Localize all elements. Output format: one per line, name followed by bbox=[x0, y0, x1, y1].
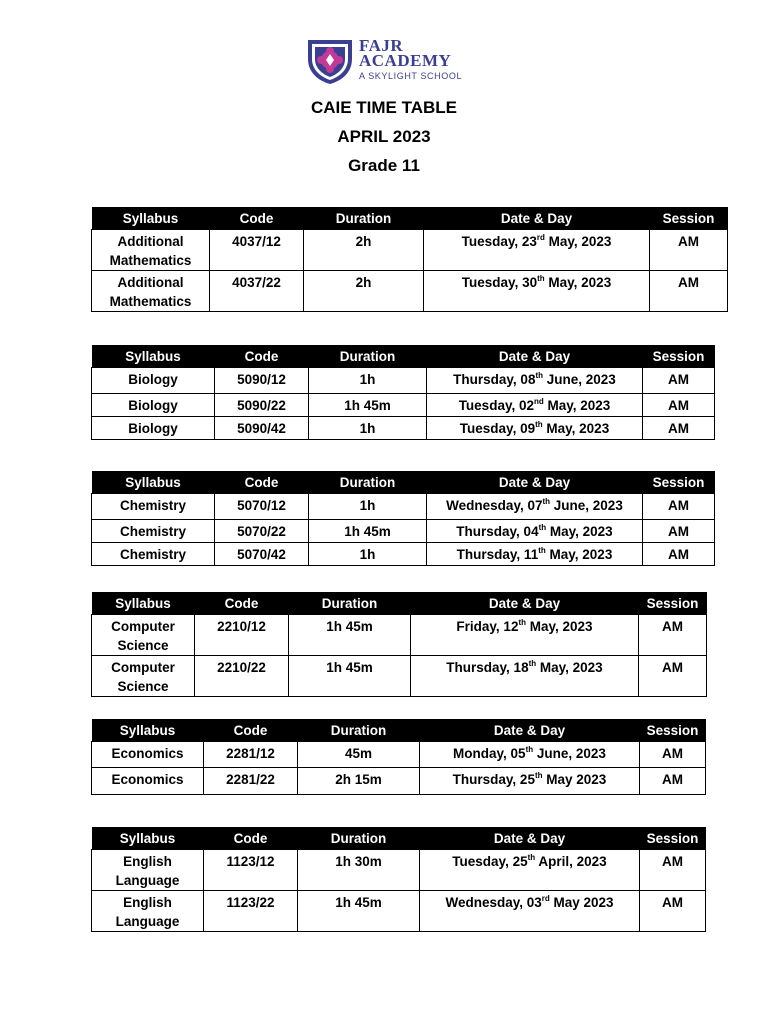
cell-session: AM bbox=[650, 271, 728, 312]
cell-duration: 1h 30m bbox=[298, 850, 420, 891]
cell-date bbox=[420, 768, 640, 795]
cell-syllabus: English Language bbox=[92, 891, 204, 932]
cell-session: AM bbox=[643, 368, 715, 394]
column-header-code: Code bbox=[204, 827, 298, 850]
cell-date bbox=[420, 742, 640, 768]
column-header-code: Code bbox=[215, 471, 309, 494]
date-month-year: May, 2023 bbox=[545, 547, 613, 562]
table-row bbox=[92, 368, 715, 394]
date-day: Tuesday, 09 bbox=[459, 421, 536, 436]
table-row bbox=[92, 520, 715, 543]
cell-code: 1123/12 bbox=[204, 850, 298, 891]
date-ordinal-suffix: th bbox=[534, 771, 543, 780]
cell-code: 4037/22 bbox=[210, 271, 304, 312]
cell-code: 4037/12 bbox=[210, 230, 304, 271]
date-month-year: May 2023 bbox=[542, 772, 607, 787]
column-header-session: Session bbox=[643, 471, 715, 494]
logo-name-line1: FAJR bbox=[359, 36, 404, 55]
date-ordinal-suffix: th bbox=[528, 659, 537, 668]
timetable-3 bbox=[91, 471, 715, 566]
table-row bbox=[92, 543, 715, 566]
column-header-session: Session bbox=[643, 345, 715, 368]
table-row bbox=[92, 615, 707, 656]
cell-syllabus: English Language bbox=[92, 850, 204, 891]
cell-syllabus: Biology bbox=[92, 417, 215, 440]
date-month-year: April, 2023 bbox=[535, 854, 607, 869]
cell-duration: 1h bbox=[309, 417, 427, 440]
date-day: Friday, 12 bbox=[456, 619, 519, 634]
date-day: Thursday, 25 bbox=[452, 772, 535, 787]
cell-date bbox=[424, 230, 650, 271]
cell-session: AM bbox=[639, 615, 707, 656]
date-day: Monday, 05 bbox=[453, 746, 526, 761]
column-header-session: Session bbox=[650, 207, 728, 230]
cell-syllabus: Economics bbox=[92, 768, 204, 795]
page-month: APRIL 2023 bbox=[337, 127, 431, 146]
cell-session: AM bbox=[640, 742, 706, 768]
cell-syllabus: Additional Mathematics bbox=[92, 271, 210, 312]
column-header-syllabus: Syllabus bbox=[92, 471, 215, 494]
cell-duration: 1h 45m bbox=[289, 615, 411, 656]
cell-duration: 1h bbox=[309, 543, 427, 566]
table-row bbox=[92, 656, 707, 697]
date-ordinal-suffix: th bbox=[527, 853, 536, 862]
cell-code: 5070/12 bbox=[215, 494, 309, 520]
date-month-year: June, 2023 bbox=[533, 746, 606, 761]
column-header-duration: Duration bbox=[289, 592, 411, 615]
column-header-date: Date & Day bbox=[420, 827, 640, 850]
cell-syllabus: Computer Science bbox=[92, 656, 195, 697]
cell-code: 2210/12 bbox=[195, 615, 289, 656]
logo-name-line2: ACADEMY bbox=[359, 51, 452, 70]
cell-code: 1123/22 bbox=[204, 891, 298, 932]
cell-session: AM bbox=[643, 494, 715, 520]
date-ordinal-suffix: rd bbox=[541, 894, 550, 903]
table-header-row bbox=[92, 345, 715, 368]
column-header-date: Date & Day bbox=[427, 471, 643, 494]
cell-code: 2281/12 bbox=[204, 742, 298, 768]
cell-session: AM bbox=[640, 850, 706, 891]
cell-session: AM bbox=[643, 520, 715, 543]
column-header-date: Date & Day bbox=[424, 207, 650, 230]
cell-code: 5070/42 bbox=[215, 543, 309, 566]
column-header-syllabus: Syllabus bbox=[92, 592, 195, 615]
column-header-syllabus: Syllabus bbox=[92, 827, 204, 850]
cell-duration: 2h 15m bbox=[298, 768, 420, 795]
column-header-date: Date & Day bbox=[427, 345, 643, 368]
cell-date bbox=[427, 368, 643, 394]
column-header-date: Date & Day bbox=[420, 719, 640, 742]
column-header-date: Date & Day bbox=[411, 592, 639, 615]
cell-date bbox=[427, 494, 643, 520]
column-header-duration: Duration bbox=[298, 719, 420, 742]
date-day: Wednesday, 03 bbox=[445, 895, 542, 910]
cell-date bbox=[427, 417, 643, 440]
column-header-session: Session bbox=[640, 719, 706, 742]
date-day: Thursday, 18 bbox=[446, 660, 529, 675]
cell-syllabus: Biology bbox=[92, 394, 215, 417]
date-month-year: May, 2023 bbox=[542, 421, 610, 436]
column-header-duration: Duration bbox=[304, 207, 424, 230]
table-row bbox=[92, 230, 728, 271]
date-ordinal-suffix: th bbox=[537, 274, 545, 283]
cell-date bbox=[427, 543, 643, 566]
table-row bbox=[92, 494, 715, 520]
date-month-year: June, 2023 bbox=[550, 498, 623, 513]
table-header-row bbox=[92, 592, 707, 615]
cell-code: 2210/22 bbox=[195, 656, 289, 697]
date-ordinal-suffix: th bbox=[518, 618, 527, 627]
date-ordinal-suffix: th bbox=[525, 745, 534, 754]
page-title: CAIE TIME TABLE bbox=[310, 98, 458, 117]
cell-date bbox=[427, 520, 643, 543]
date-ordinal-suffix: th bbox=[538, 546, 546, 555]
column-header-code: Code bbox=[195, 592, 289, 615]
table-header-row bbox=[92, 827, 706, 850]
cell-date bbox=[424, 271, 650, 312]
page-grade: Grade 11 bbox=[348, 156, 420, 175]
timetable-6 bbox=[91, 827, 706, 932]
cell-syllabus: Chemistry bbox=[92, 520, 215, 543]
table-row bbox=[92, 417, 715, 440]
cell-duration: 1h 45m bbox=[298, 891, 420, 932]
date-month-year: May, 2023 bbox=[546, 524, 613, 539]
cell-session: AM bbox=[639, 656, 707, 697]
timetable-5 bbox=[91, 719, 706, 795]
date-ordinal-suffix: th bbox=[538, 523, 547, 532]
table-row bbox=[92, 850, 706, 891]
cell-session: AM bbox=[640, 768, 706, 795]
table-header-row bbox=[92, 719, 706, 742]
timetable-1 bbox=[91, 207, 728, 312]
cell-syllabus: Economics bbox=[92, 742, 204, 768]
column-header-session: Session bbox=[640, 827, 706, 850]
date-month-year: May, 2023 bbox=[536, 660, 603, 675]
column-header-duration: Duration bbox=[309, 345, 427, 368]
cell-session: AM bbox=[643, 417, 715, 440]
cell-code: 5090/12 bbox=[215, 368, 309, 394]
column-header-syllabus: Syllabus bbox=[92, 719, 204, 742]
academy-crest-icon bbox=[305, 37, 355, 85]
column-header-duration: Duration bbox=[298, 827, 420, 850]
cell-code: 5070/22 bbox=[215, 520, 309, 543]
date-day: Wednesday, 07 bbox=[446, 498, 543, 513]
date-ordinal-suffix: th bbox=[535, 371, 544, 380]
cell-syllabus: Chemistry bbox=[92, 543, 215, 566]
cell-syllabus: Additional Mathematics bbox=[92, 230, 210, 271]
column-header-code: Code bbox=[215, 345, 309, 368]
table-row bbox=[92, 394, 715, 417]
date-day: Thursday, 08 bbox=[453, 372, 536, 387]
cell-date bbox=[420, 891, 640, 932]
timetable-4 bbox=[91, 592, 707, 697]
column-header-code: Code bbox=[204, 719, 298, 742]
school-logo bbox=[305, 37, 470, 85]
date-ordinal-suffix: th bbox=[535, 420, 543, 429]
cell-code: 5090/42 bbox=[215, 417, 309, 440]
date-month-year: May, 2023 bbox=[544, 234, 612, 249]
cell-session: AM bbox=[643, 394, 715, 417]
column-header-duration: Duration bbox=[309, 471, 427, 494]
cell-syllabus: Computer Science bbox=[92, 615, 195, 656]
cell-session: AM bbox=[640, 891, 706, 932]
cell-session: AM bbox=[643, 543, 715, 566]
date-month-year: May, 2023 bbox=[544, 275, 612, 290]
cell-date bbox=[427, 394, 643, 417]
cell-date bbox=[420, 850, 640, 891]
date-month-year: June, 2023 bbox=[543, 372, 616, 387]
timetable-2 bbox=[91, 345, 715, 440]
cell-syllabus: Chemistry bbox=[92, 494, 215, 520]
date-day: Tuesday, 02 bbox=[458, 398, 534, 413]
cell-duration: 1h 45m bbox=[309, 520, 427, 543]
table-row bbox=[92, 891, 706, 932]
date-month-year: May, 2023 bbox=[543, 398, 611, 413]
date-month-year: May 2023 bbox=[549, 895, 614, 910]
column-header-syllabus: Syllabus bbox=[92, 345, 215, 368]
date-day: Tuesday, 23 bbox=[461, 234, 537, 249]
date-ordinal-suffix: nd bbox=[533, 397, 544, 406]
cell-date bbox=[411, 656, 639, 697]
column-header-code: Code bbox=[210, 207, 304, 230]
table-row bbox=[92, 742, 706, 768]
column-header-session: Session bbox=[639, 592, 707, 615]
column-header-syllabus: Syllabus bbox=[92, 207, 210, 230]
cell-date bbox=[411, 615, 639, 656]
date-month-year: May, 2023 bbox=[526, 619, 593, 634]
cell-duration: 1h bbox=[309, 368, 427, 394]
date-ordinal-suffix: rd bbox=[536, 233, 545, 242]
cell-code: 2281/22 bbox=[204, 768, 298, 795]
cell-session: AM bbox=[650, 230, 728, 271]
cell-duration: 2h bbox=[304, 271, 424, 312]
logo-tagline: A SKYLIGHT SCHOOL bbox=[359, 71, 463, 81]
date-day: Tuesday, 30 bbox=[461, 275, 538, 290]
table-row bbox=[92, 271, 728, 312]
date-ordinal-suffix: th bbox=[542, 497, 551, 506]
table-header-row bbox=[92, 207, 728, 230]
date-day: Thursday, 04 bbox=[456, 524, 539, 539]
cell-syllabus: Biology bbox=[92, 368, 215, 394]
cell-code: 5090/22 bbox=[215, 394, 309, 417]
table-header-row bbox=[92, 471, 715, 494]
table-row bbox=[92, 768, 706, 795]
date-day: Tuesday, 25 bbox=[452, 854, 528, 869]
cell-duration: 45m bbox=[298, 742, 420, 768]
cell-duration: 1h 45m bbox=[289, 656, 411, 697]
cell-duration: 1h 45m bbox=[309, 394, 427, 417]
cell-duration: 1h bbox=[309, 494, 427, 520]
date-day: Thursday, 11 bbox=[456, 547, 539, 562]
cell-duration: 2h bbox=[304, 230, 424, 271]
